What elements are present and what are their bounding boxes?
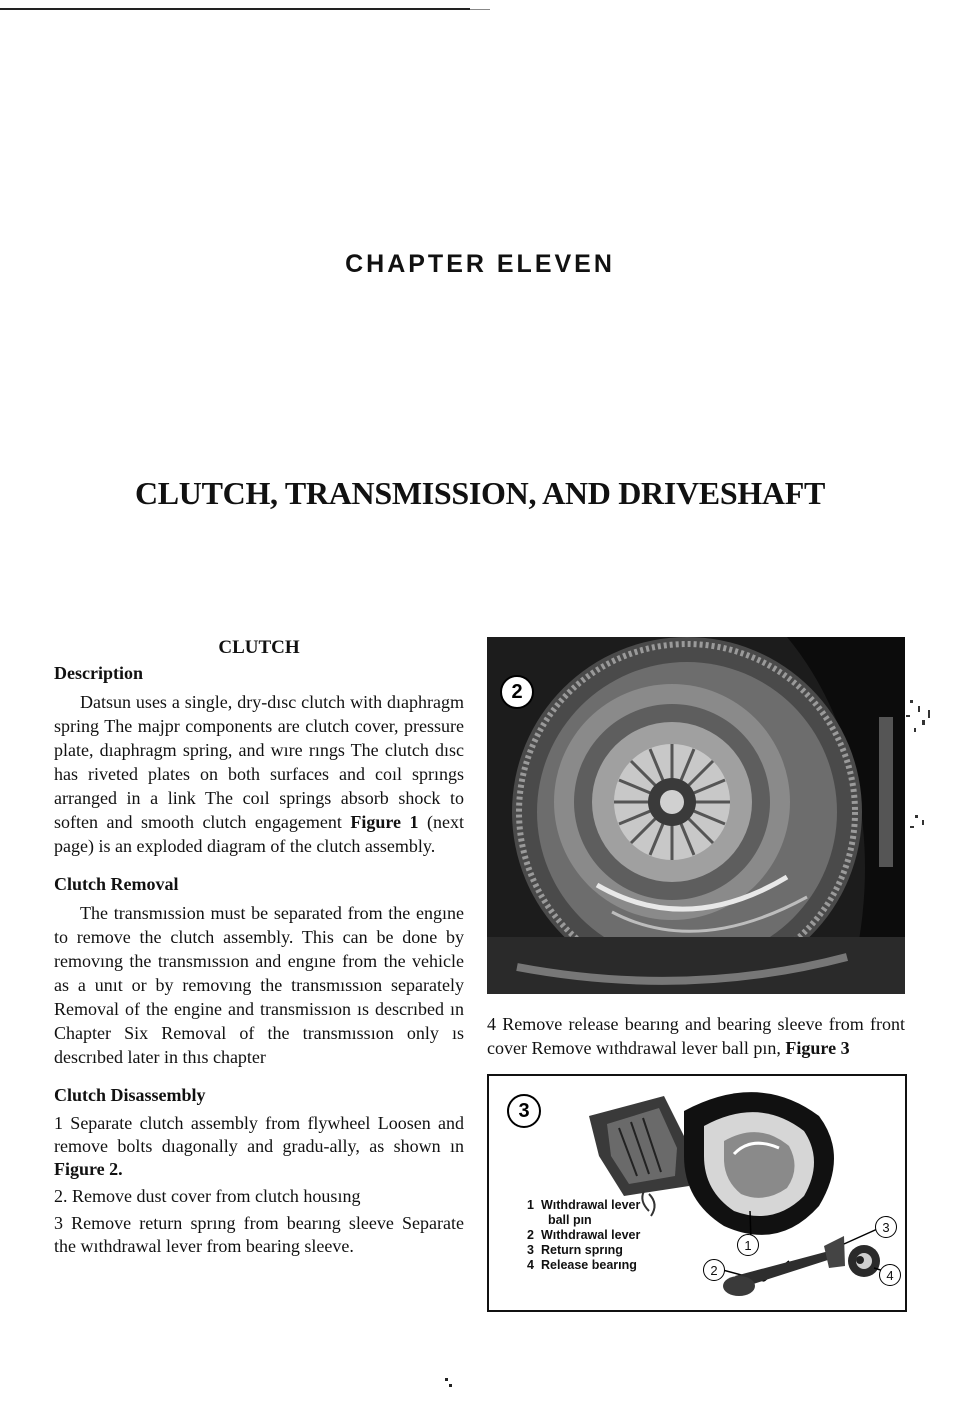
callout-4: 4 bbox=[879, 1264, 901, 1286]
figure-2-number-badge: 2 bbox=[500, 675, 534, 709]
callout-3: 3 bbox=[875, 1216, 897, 1238]
step-3: 3 Remove return sprıng from bearıng sleeve Separate the wıthdrawal lever from bearing sleeve. bbox=[54, 1213, 464, 1256]
removal-paragraph: The transmıssion must be separated from the engıne to remove the clutch assembly. This can be done by removıng the transmıssıon and engıne from the vehicle as a unıt or by removıng the transmıssıon separately Removal of the engine and transmissıon ıs descrıbed ın Chapter Six Removal of the transmıssıon only ıs descrıbed later in thıs chapter bbox=[54, 903, 464, 1067]
chapter-heading: CHAPTER ELEVEN bbox=[345, 250, 615, 278]
figure-3 bbox=[487, 1074, 907, 1312]
legend-item: 1 Wıthdrawal lever ball pın bbox=[527, 1198, 641, 1227]
figure-3-number-badge: 3 bbox=[507, 1094, 541, 1128]
top-rule bbox=[0, 8, 470, 10]
top-rule-tail bbox=[470, 9, 490, 10]
left-column bbox=[54, 637, 464, 1262]
margin-scan-marks bbox=[900, 680, 950, 840]
figure-2-ref: Figure 2. bbox=[54, 1159, 123, 1179]
step-1: 1 Separate clutch assembly from flywheel Loosen and remove bolts dıagonally and gradu-ally, as shown ın Figure 2. bbox=[54, 1113, 464, 1179]
legend-item: 2 Wıthdrawal lever bbox=[527, 1228, 641, 1242]
description-paragraph: Datsun uses a single, dry-dısc clutch with dıaphragm spring The majpr components are clutch cover, pressure plate, dıaphragm spring, and wıre rıngs The clutch dısc has riveted plates on both surfaces and coıl sprıngs arranged in a link The coıl springs absorb shock to soften and smooth clutch engagement Figure 1 (next page) is an exploded diagram of the clutch assembly. bbox=[54, 692, 465, 856]
legend-item: 3 Return sprıng bbox=[527, 1243, 623, 1257]
disassembly-heading: Clutch Disassembly bbox=[54, 1085, 206, 1105]
step-2: 2. Remove dust cover from clutch housıng bbox=[54, 1186, 361, 1206]
clutch-photo-illustration bbox=[487, 637, 905, 994]
figure-1-ref: Figure 1 bbox=[350, 812, 419, 832]
removal-heading: Clutch Removal bbox=[54, 874, 179, 894]
figure-2-photo bbox=[487, 637, 905, 994]
callout-2: 2 bbox=[703, 1259, 725, 1281]
transmission-illustration bbox=[489, 1076, 905, 1310]
section-heading: CLUTCH bbox=[218, 637, 300, 658]
legend-item: 4 Release bearıng bbox=[527, 1258, 637, 1272]
figure-3-legend bbox=[527, 1198, 640, 1273]
right-column bbox=[487, 637, 905, 1312]
description-heading: Description bbox=[54, 663, 143, 683]
figure-3-ref: Figure 3 bbox=[785, 1038, 850, 1058]
callout-1: 1 bbox=[737, 1234, 759, 1256]
bottom-scan-mark bbox=[440, 1375, 460, 1395]
step-4: 4 Remove release bearıng and bearing sleeve from front cover Remove wıthdrawal lever ball pın, Figure 3 bbox=[487, 1014, 905, 1058]
page-title: CLUTCH, TRANSMISSION, AND DRIVESHAFT bbox=[134, 475, 826, 511]
